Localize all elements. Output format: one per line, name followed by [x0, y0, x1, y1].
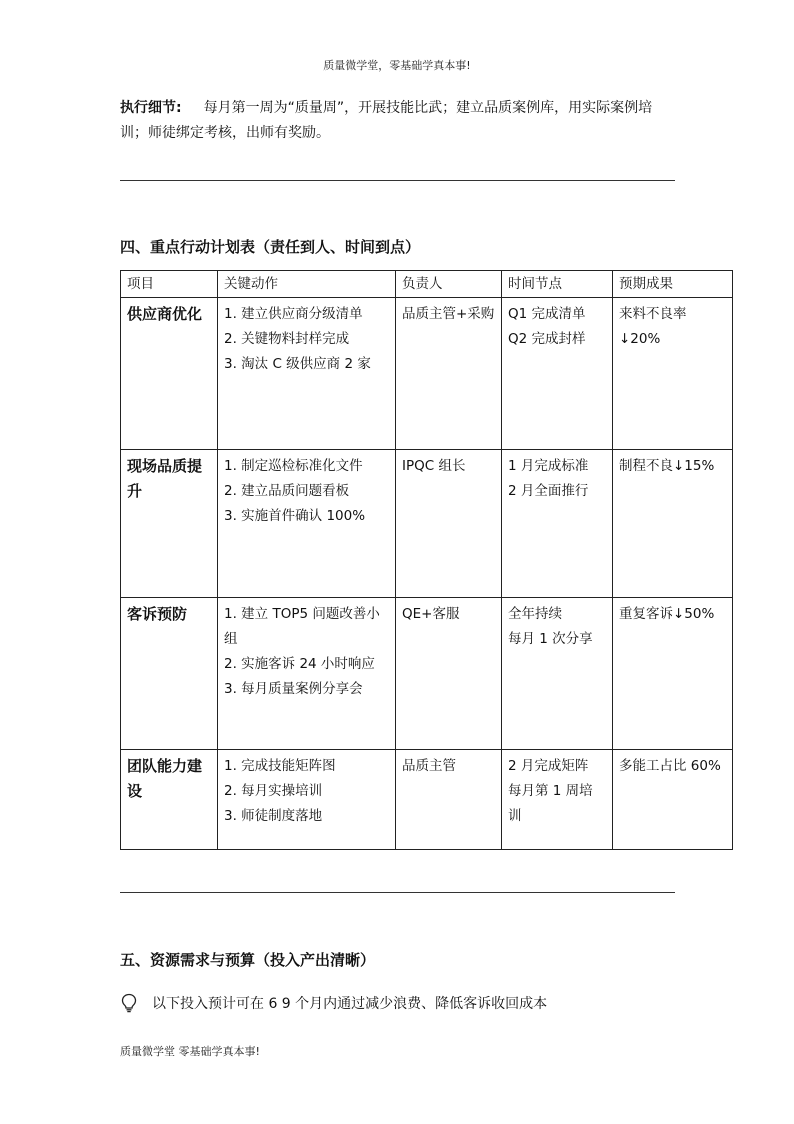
action-line: 2. 建立品质问题看板 — [224, 483, 350, 499]
header-timeline: 时间节点 — [502, 271, 613, 298]
header-actions: 关键动作 — [218, 271, 396, 298]
row-owner: QE+客服 — [396, 598, 502, 750]
row-owner: 品质主管+采购 — [396, 298, 502, 450]
tip-text: 以下投入预计可在 6 9 个月内通过减少浪费、降低客诉收回成本 — [152, 996, 548, 1012]
exec-detail-paragraph — [120, 96, 680, 146]
timeline-line: 2 月全面推行 — [508, 483, 589, 499]
action-line: 1. 建立 TOP5 问题改善小组 — [224, 606, 380, 647]
section5-title: 五、资源需求与预算（投入产出清晰） — [120, 951, 376, 969]
footer-note: 质量微学堂 零基础学真本事! — [120, 1045, 260, 1058]
action-line: 3. 每月质量案例分享会 — [224, 681, 363, 697]
header-item: 项目 — [121, 271, 218, 298]
header-result: 预期成果 — [613, 271, 733, 298]
exec-detail-label: 执行细节: — [120, 100, 182, 116]
lightbulb-icon — [120, 993, 138, 1013]
row-actions — [218, 598, 396, 750]
table-row — [121, 750, 733, 850]
action-line: 3. 师徒制度落地 — [224, 808, 323, 824]
timeline-line: 1 月完成标准 — [508, 458, 589, 474]
action-line: 3. 实施首件确认 100% — [224, 508, 366, 524]
divider-bottom — [120, 892, 675, 893]
row-item: 团队能力建设 — [121, 750, 218, 850]
action-line: 2. 关键物料封样完成 — [224, 331, 350, 347]
divider-top — [120, 180, 675, 181]
header-note: 质量微学堂，零基础学真本事! — [323, 59, 471, 72]
table-row — [121, 298, 733, 450]
row-owner: IPQC 组长 — [396, 450, 502, 598]
section4-title: 四、重点行动计划表（责任到人、时间到点） — [120, 238, 421, 256]
header-owner: 负责人 — [396, 271, 502, 298]
row-timeline — [502, 750, 613, 850]
row-item: 供应商优化 — [121, 298, 218, 450]
timeline-line: 每月第 1 周培训 — [508, 783, 593, 824]
budget-tip — [120, 993, 547, 1013]
row-actions — [218, 450, 396, 598]
row-item: 现场品质提升 — [121, 450, 218, 598]
action-line: 2. 实施客诉 24 小时响应 — [224, 656, 375, 672]
timeline-line: 全年持续 — [508, 606, 562, 622]
action-line: 1. 制定巡检标准化文件 — [224, 458, 363, 474]
exec-detail-text: 每月第一周为“质量周”，开展技能比武；建立品质案例库，用实际案例培训；师徒绑定考核，出师有奖励。 — [120, 100, 653, 141]
action-plan-table — [120, 270, 733, 850]
table-row — [121, 450, 733, 598]
action-line: 2. 每月实操培训 — [224, 783, 323, 799]
table-header-row — [121, 271, 733, 298]
row-actions — [218, 750, 396, 850]
row-result: 来料不良率↓20% — [613, 298, 733, 450]
table-row — [121, 598, 733, 750]
action-line: 1. 建立供应商分级清单 — [224, 306, 363, 322]
row-actions — [218, 298, 396, 450]
row-timeline — [502, 450, 613, 598]
row-result: 重复客诉↓50% — [613, 598, 733, 750]
timeline-line: 每月 1 次分享 — [508, 631, 593, 647]
timeline-line: 2 月完成矩阵 — [508, 758, 589, 774]
row-item: 客诉预防 — [121, 598, 218, 750]
timeline-line: Q1 完成清单 — [508, 306, 586, 322]
row-timeline — [502, 298, 613, 450]
action-line: 1. 完成技能矩阵图 — [224, 758, 336, 774]
timeline-line: Q2 完成封样 — [508, 331, 586, 347]
row-timeline — [502, 598, 613, 750]
row-result: 制程不良↓15% — [613, 450, 733, 598]
row-owner: 品质主管 — [396, 750, 502, 850]
action-line: 3. 淘汰 C 级供应商 2 家 — [224, 356, 371, 372]
row-result: 多能工占比 60% — [613, 750, 733, 850]
